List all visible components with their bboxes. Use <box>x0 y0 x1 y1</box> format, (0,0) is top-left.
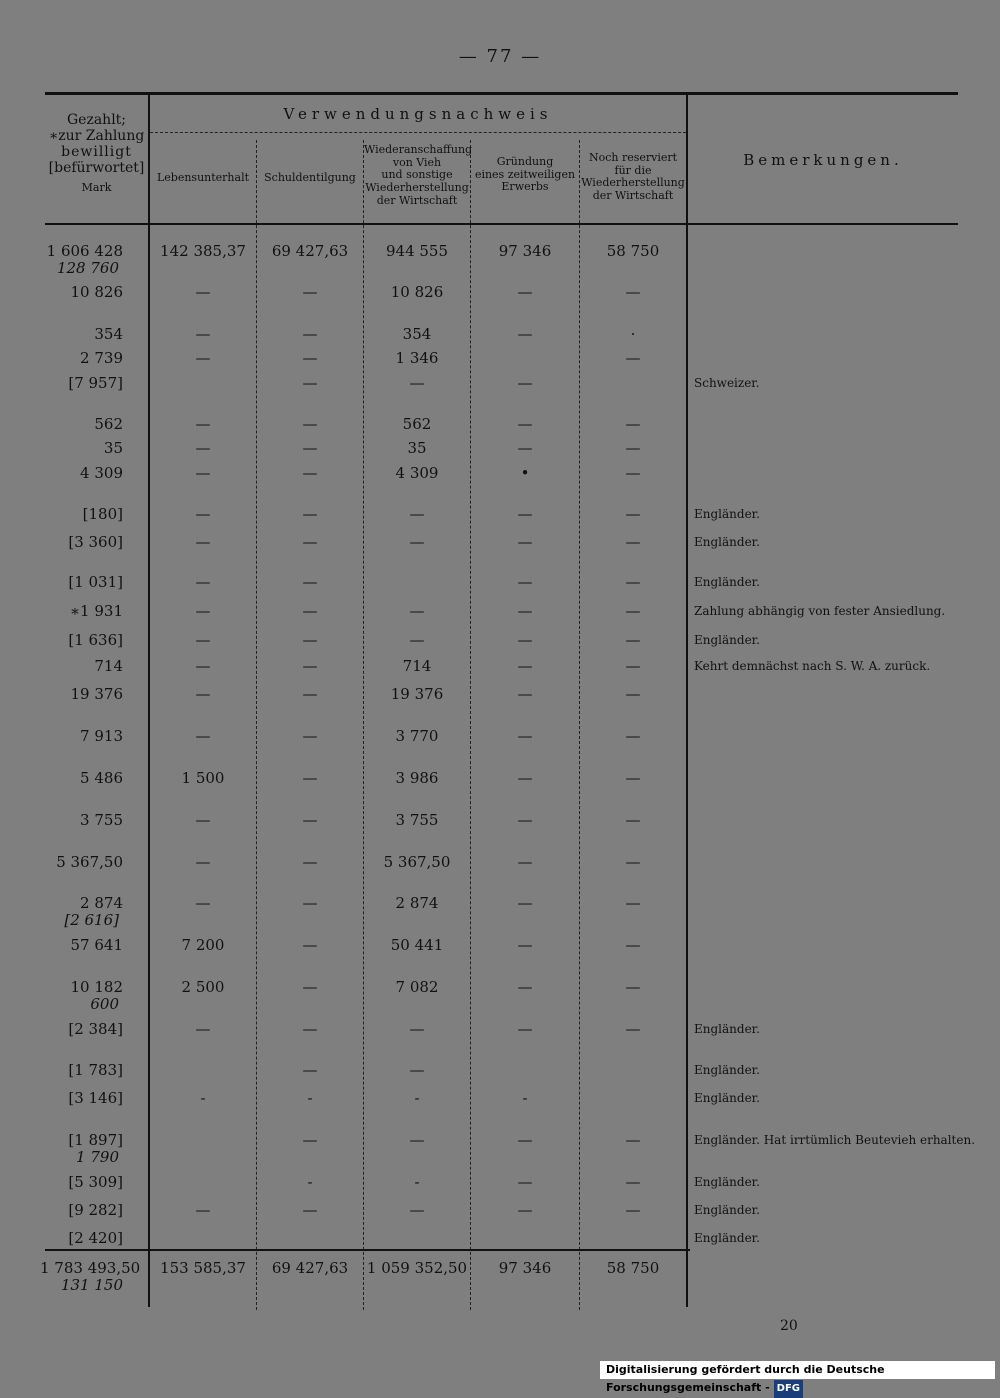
c2-value: 69 427,63 <box>271 242 349 260</box>
top-rule <box>45 92 958 95</box>
c5-value: — <box>625 978 641 996</box>
c3-value: 3 986 <box>395 769 439 787</box>
remark-text: Engländer. <box>694 535 760 549</box>
c5-value: — <box>625 853 641 871</box>
c5-value: — <box>625 631 641 649</box>
c3-value: 562 <box>402 415 432 433</box>
paid-amount: ∗1 931 <box>69 602 123 620</box>
c1-value: 2 500 <box>181 978 225 996</box>
c2-value: — <box>302 439 318 457</box>
c3-value: 35 <box>407 439 427 457</box>
total-paid: 1 783 493,50 <box>40 1259 141 1277</box>
c1-value: — <box>195 727 211 745</box>
c3-value: 944 555 <box>385 242 449 260</box>
c5-value: — <box>625 1131 641 1149</box>
c3-value: 3 770 <box>395 727 439 745</box>
remark-text: Engländer. <box>694 1231 760 1245</box>
c2-value: — <box>302 811 318 829</box>
total-rule <box>45 1249 690 1251</box>
c3-value: 354 <box>402 325 432 343</box>
unit-label: Mark <box>81 181 112 195</box>
c4-value: — <box>517 573 533 591</box>
c5-value: — <box>625 1201 641 1219</box>
col-divider-remarks <box>686 95 688 1307</box>
page-number: — 77 — <box>458 46 542 67</box>
remarks-header: Bemerkungen. <box>743 151 903 169</box>
paid-subamount: 128 760 <box>56 259 119 277</box>
c5-value: — <box>625 1020 641 1038</box>
c5-value: — <box>625 727 641 745</box>
c4-value: — <box>517 325 533 343</box>
c3-value: 7 082 <box>395 978 439 996</box>
c2-value: — <box>302 894 318 912</box>
c1-value: — <box>195 533 211 551</box>
paid-amount: [1 031] <box>68 573 123 591</box>
remark-text: Engländer. <box>694 507 760 521</box>
c4-value: - <box>522 1089 528 1107</box>
c5-value: — <box>625 283 641 301</box>
paid-subamount: 600 <box>90 995 119 1013</box>
paid-amount: 1 606 428 <box>46 242 123 260</box>
c5-value: — <box>625 505 641 523</box>
paid-amount: 5 367,50 <box>56 853 123 871</box>
c3-value: — <box>409 631 425 649</box>
remark-text: Engländer. <box>694 575 760 589</box>
c4-value: — <box>517 374 533 392</box>
remark-text: Engländer. <box>694 1063 760 1077</box>
c3-value: — <box>409 602 425 620</box>
c2-value: — <box>302 657 318 675</box>
c3-value: 3 755 <box>395 811 439 829</box>
c1-value: — <box>195 894 211 912</box>
c2-value: — <box>302 533 318 551</box>
c2-value: — <box>302 349 318 367</box>
paid-amount: 7 913 <box>80 727 123 745</box>
c4-value: — <box>517 602 533 620</box>
paid-amount: [1 897] <box>68 1131 123 1149</box>
c1-value: — <box>195 631 211 649</box>
col1-header: Lebensunterhalt <box>156 171 250 184</box>
c3-value: — <box>409 1061 425 1079</box>
c5-value: — <box>625 685 641 703</box>
footer-text: Digitalisierung gefördert durch die Deutsche Forschungsgemeinschaft - <box>606 1363 885 1394</box>
c5-value: 58 750 <box>606 242 660 260</box>
c1-value: — <box>195 439 211 457</box>
paid-amount: 2 739 <box>80 349 123 367</box>
paid-amount: [2 420] <box>68 1229 123 1247</box>
paid-amount: 354 <box>94 325 123 343</box>
c4-value: — <box>517 853 533 871</box>
remark-text: Engländer. <box>694 633 760 647</box>
c4-value: — <box>517 727 533 745</box>
remark-text: Zahlung abhängig von fester Ansiedlung. <box>694 604 946 618</box>
c4-value: — <box>517 631 533 649</box>
c2-value: — <box>302 1020 318 1038</box>
c4-value: — <box>517 1201 533 1219</box>
col3-header: Wiederanschaffung von Vieh und sonstige Wiederherstellung der Wirtschaft <box>364 143 473 207</box>
c1-value: — <box>195 283 211 301</box>
c2-value: — <box>302 1061 318 1079</box>
c2-value: — <box>302 685 318 703</box>
remark-text: Engländer. <box>694 1091 760 1105</box>
c5-value: — <box>625 657 641 675</box>
c5-value: — <box>625 1173 641 1191</box>
c3-value: - <box>414 1173 420 1191</box>
group-header: Verwendungsnachweis <box>283 105 553 123</box>
c4-value: — <box>517 1020 533 1038</box>
c3-value: — <box>409 505 425 523</box>
c3-value: 10 826 <box>390 283 444 301</box>
c1-value: — <box>195 1020 211 1038</box>
c5-value: — <box>625 894 641 912</box>
c4-value: 97 346 <box>498 242 552 260</box>
paid-amount: 35 <box>103 439 123 457</box>
c3-value: — <box>409 1020 425 1038</box>
paid-header: Gezahlt; ∗zur Zahlung bewilligt [befürwortet] Mark <box>45 112 148 195</box>
c3-value: 50 441 <box>390 936 444 954</box>
c1-value: 1 500 <box>181 769 225 787</box>
c3-value: 2 874 <box>395 894 439 912</box>
c2-value: — <box>302 602 318 620</box>
paid-amount: 2 874 <box>80 894 123 912</box>
c1-value: — <box>195 505 211 523</box>
col4-header: Gründung eines zeitweiligen Erwerbs <box>474 155 576 194</box>
paid-amount: 4 309 <box>80 464 123 482</box>
c1-value: — <box>195 325 211 343</box>
paid-amount: 10 826 <box>70 283 123 301</box>
c5-value: — <box>625 349 641 367</box>
c3-value: 714 <box>402 657 432 675</box>
c1-value: — <box>195 657 211 675</box>
c1-value: — <box>195 811 211 829</box>
paid-amount: [3 146] <box>68 1089 123 1107</box>
c4-value: — <box>517 978 533 996</box>
remark-text: Engländer. Hat irrtümlich Beutevieh erhalten. <box>694 1133 976 1147</box>
group-rule <box>150 132 686 133</box>
c5-value: — <box>625 602 641 620</box>
paid-amount: [1 783] <box>68 1061 123 1079</box>
c3-value: 4 309 <box>395 464 439 482</box>
c5-value: — <box>625 464 641 482</box>
c3-value: 19 376 <box>390 685 444 703</box>
c2-value: — <box>302 978 318 996</box>
col2-header: Schuldentilgung <box>264 171 356 184</box>
c5-value: — <box>625 533 641 551</box>
c4-value: — <box>517 439 533 457</box>
total-c4: 97 346 <box>498 1259 552 1277</box>
remark-text: Engländer. <box>694 1022 760 1036</box>
footer-credit <box>600 1361 995 1394</box>
c3-value: 5 367,50 <box>383 853 451 871</box>
c1-value: 7 200 <box>181 936 225 954</box>
c2-value: — <box>302 631 318 649</box>
c5-value: — <box>625 439 641 457</box>
c2-value: — <box>302 505 318 523</box>
c4-value: — <box>517 685 533 703</box>
c1-value: — <box>195 602 211 620</box>
paid-amount: 3 755 <box>80 811 123 829</box>
c2-value: — <box>302 1131 318 1149</box>
remark-text: Kehrt demnächst nach S. W. A. zurück. <box>694 659 931 673</box>
total-paid-sub: 131 150 <box>60 1276 123 1294</box>
c4-value: — <box>517 811 533 829</box>
c1-value: — <box>195 685 211 703</box>
paid-amount: 562 <box>94 415 123 433</box>
c4-value: • <box>520 464 530 482</box>
paid-amount: 19 376 <box>70 685 123 703</box>
c4-value: — <box>517 769 533 787</box>
c4-value: — <box>517 415 533 433</box>
c2-value: — <box>302 1201 318 1219</box>
c5-value: — <box>625 936 641 954</box>
paid-amount: [180] <box>82 505 123 523</box>
c1-value: — <box>195 349 211 367</box>
c2-value: — <box>302 853 318 871</box>
c5-value: — <box>625 811 641 829</box>
c1-value: — <box>195 415 211 433</box>
c2-value: — <box>302 415 318 433</box>
c3-value: — <box>409 1131 425 1149</box>
paid-amount: 714 <box>94 657 123 675</box>
c2-value: - <box>307 1089 313 1107</box>
paid-amount: [5 309] <box>68 1173 123 1191</box>
c4-value: — <box>517 505 533 523</box>
paid-subamount: [2 616] <box>64 911 119 929</box>
c1-value: — <box>195 573 211 591</box>
c4-value: — <box>517 936 533 954</box>
c2-value: — <box>302 283 318 301</box>
c3-value: — <box>409 1201 425 1219</box>
paid-subamount: 1 790 <box>76 1148 119 1166</box>
c5-value: · <box>630 325 636 343</box>
dfg-logo: DFG <box>774 1380 803 1398</box>
c1-value: — <box>195 1201 211 1219</box>
remark-text: Engländer. <box>694 1175 760 1189</box>
paid-amount: 5 486 <box>80 769 123 787</box>
c2-value: — <box>302 464 318 482</box>
total-c5: 58 750 <box>606 1259 660 1277</box>
c2-value: — <box>302 325 318 343</box>
c2-value: — <box>302 374 318 392</box>
c2-value: — <box>302 727 318 745</box>
paid-amount: [9 282] <box>68 1201 123 1219</box>
c4-value: — <box>517 1131 533 1149</box>
paid-amount: [2 384] <box>68 1020 123 1038</box>
paid-amount: 57 641 <box>70 936 123 954</box>
total-c3: 1 059 352,50 <box>366 1259 468 1277</box>
c1-value: 142 385,37 <box>160 242 246 260</box>
paid-amount: [7 957] <box>68 374 123 392</box>
c4-value: — <box>517 894 533 912</box>
c2-value: — <box>302 769 318 787</box>
total-c1: 153 585,37 <box>160 1259 246 1277</box>
total-c2: 69 427,63 <box>271 1259 349 1277</box>
c3-value: - <box>414 1089 420 1107</box>
c4-value: — <box>517 283 533 301</box>
c2-value: — <box>302 573 318 591</box>
paid-amount: [1 636] <box>68 631 123 649</box>
sheet-number: 20 <box>780 1318 798 1334</box>
remark-text: Schweizer. <box>694 376 760 390</box>
c4-value: — <box>517 1173 533 1191</box>
c3-value: 1 346 <box>395 349 439 367</box>
c1-value: — <box>195 464 211 482</box>
c5-value: — <box>625 573 641 591</box>
c2-value: — <box>302 936 318 954</box>
paid-amount: 10 182 <box>70 978 123 996</box>
c3-value: — <box>409 374 425 392</box>
remark-text: Engländer. <box>694 1203 760 1217</box>
col5-header: Noch reserviert für die Wiederherstellung der Wirtschaft <box>581 151 685 202</box>
c4-value: — <box>517 657 533 675</box>
c1-value: — <box>195 853 211 871</box>
c3-value: — <box>409 533 425 551</box>
c5-value: — <box>625 769 641 787</box>
c1-value: - <box>200 1089 206 1107</box>
c4-value: — <box>517 533 533 551</box>
header-rule <box>45 223 958 225</box>
c5-value: — <box>625 415 641 433</box>
paid-amount: [3 360] <box>68 533 123 551</box>
c2-value: - <box>307 1173 313 1191</box>
